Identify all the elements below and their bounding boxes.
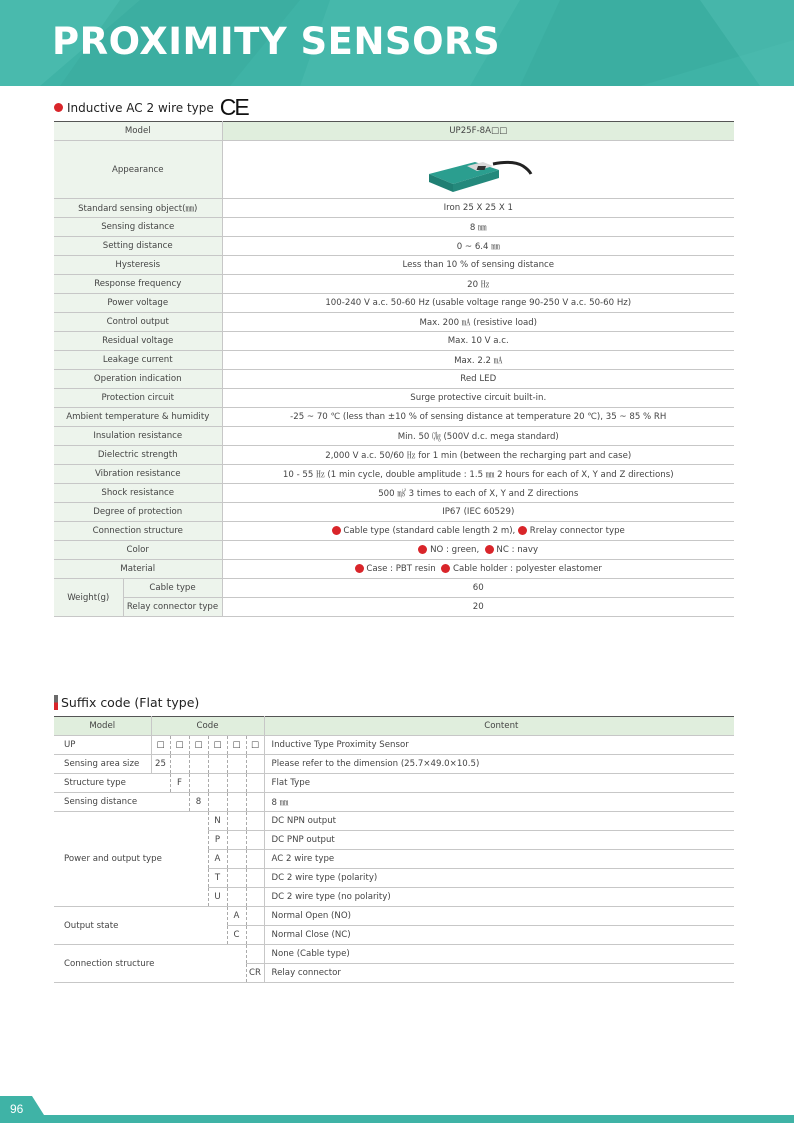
row-content: DC 2 wire type (no polarity)	[264, 888, 734, 907]
code-empty	[227, 755, 246, 774]
material-option-2: Cable holder : polyester elastomer	[452, 564, 602, 574]
code-empty	[246, 869, 264, 888]
code-box: □	[170, 736, 189, 755]
color-option-2: NC : navy	[496, 545, 539, 555]
spec-value: 2,000 V a.c. 50/60 ㎐ for 1 min (between the recharging part and case)	[222, 446, 734, 465]
spec-label: Insulation resistance	[54, 427, 222, 446]
code-box: □	[227, 736, 246, 755]
spec-value: -25 ~ 70 ℃ (less than ±10 % of sensing distance at temperature 20 ℃), 35 ~ 85 % RH	[222, 408, 734, 427]
code-empty	[227, 869, 246, 888]
header-model: Model	[54, 717, 151, 736]
row-label: Connection structure	[54, 945, 246, 983]
code-value: A	[227, 907, 246, 926]
bullet-icon	[518, 526, 527, 535]
spec-label: Response frequency	[54, 275, 222, 294]
page-number: 96	[10, 1102, 24, 1116]
row-content: DC NPN output	[264, 812, 734, 831]
row-label: UP	[54, 736, 151, 755]
row-label: Sensing distance	[54, 793, 189, 812]
page-title: PROXIMITY SENSORS	[52, 20, 501, 63]
spec-table	[54, 121, 734, 617]
row-content: None (Cable type)	[264, 945, 734, 964]
spec-label: Operation indication	[54, 370, 222, 389]
spec-row	[54, 275, 734, 294]
model-value: UP25F-8A□□	[222, 122, 734, 141]
spec-row	[54, 237, 734, 256]
section-bar-icon	[54, 695, 58, 710]
suffix-row-area	[54, 755, 734, 774]
row-content: Flat Type	[264, 774, 734, 793]
code-box: □	[189, 736, 208, 755]
spec-row-appearance	[54, 141, 734, 199]
code-value: F	[170, 774, 189, 793]
ce-mark-icon: CE	[219, 94, 248, 120]
spec-row	[54, 370, 734, 389]
spec-row-weight-relay	[54, 598, 734, 617]
suffix-row-power	[54, 812, 734, 831]
code-empty	[246, 755, 264, 774]
row-label: Structure type	[54, 774, 170, 793]
code-value: 25	[151, 755, 170, 774]
code-empty	[208, 755, 227, 774]
bullet-icon	[355, 564, 364, 573]
section1-title: Inductive AC 2 wire type	[67, 100, 214, 115]
bullet-icon	[54, 103, 63, 112]
spec-value	[222, 541, 734, 560]
code-empty	[246, 793, 264, 812]
spec-value: 0 ~ 6.4 ㎜	[222, 237, 734, 256]
spec-label: Power voltage	[54, 294, 222, 313]
connection-option-1: Cable type (standard cable length 2 m),	[343, 526, 516, 536]
row-content: Please refer to the dimension (25.7×49.0×10.5)	[264, 755, 734, 774]
spec-value: Red LED	[222, 370, 734, 389]
row-content: 8 ㎜	[264, 793, 734, 812]
spec-value: Min. 50 ㏆ (500V d.c. mega standard)	[222, 427, 734, 446]
spec-row-color	[54, 541, 734, 560]
spec-row	[54, 218, 734, 237]
weight-relay-label: Relay connector type	[123, 598, 222, 617]
spec-label: Standard sensing object(㎜)	[54, 199, 222, 218]
code-empty	[170, 755, 189, 774]
row-content: Normal Open (NO)	[264, 907, 734, 926]
spec-value: 500 ㎨ 3 times to each of X, Y and Z directions	[222, 484, 734, 503]
code-empty	[246, 774, 264, 793]
spec-label: Color	[54, 541, 222, 560]
code-empty	[246, 850, 264, 869]
product-image-cell	[222, 141, 734, 199]
spec-value: Less than 10 % of sensing distance	[222, 256, 734, 275]
weight-cable-value: 60	[222, 579, 734, 598]
spec-row	[54, 465, 734, 484]
code-value: P	[208, 831, 227, 850]
spec-value: Max. 10 V a.c.	[222, 332, 734, 351]
spec-row	[54, 408, 734, 427]
code-empty	[208, 793, 227, 812]
color-option-1: NO : green,	[430, 545, 480, 555]
weight-relay-value: 20	[222, 598, 734, 617]
spec-row-material	[54, 560, 734, 579]
code-empty	[227, 850, 246, 869]
spec-label: Vibration resistance	[54, 465, 222, 484]
suffix-row-structure	[54, 774, 734, 793]
spec-label: Residual voltage	[54, 332, 222, 351]
spec-label: Degree of protection	[54, 503, 222, 522]
code-value: CR	[246, 964, 264, 983]
spec-row	[54, 351, 734, 370]
bullet-icon	[441, 564, 450, 573]
spec-value	[222, 560, 734, 579]
code-value: A	[208, 850, 227, 869]
row-content: Relay connector	[264, 964, 734, 983]
row-content: Normal Close (NC)	[264, 926, 734, 945]
code-empty	[246, 831, 264, 850]
spec-value: Max. 2.2 ㎃	[222, 351, 734, 370]
section-title-inductive	[54, 94, 248, 121]
code-value: N	[208, 812, 227, 831]
spec-row	[54, 427, 734, 446]
spec-value: 100-240 V a.c. 50-60 Hz (usable voltage range 90-250 V a.c. 50-60 Hz)	[222, 294, 734, 313]
spec-row	[54, 256, 734, 275]
spec-row	[54, 389, 734, 408]
code-box: □	[246, 736, 264, 755]
spec-label: Protection circuit	[54, 389, 222, 408]
code-empty	[246, 926, 264, 945]
bullet-icon	[418, 545, 427, 554]
spec-value: 10 - 55 ㎐ (1 min cycle, double amplitude : 1.5 ㎜ 2 hours for each of X, Y and Z directions)	[222, 465, 734, 484]
code-empty	[227, 793, 246, 812]
suffix-row-connection	[54, 945, 734, 964]
row-label: Sensing area size	[54, 755, 151, 774]
spec-value: Iron 25 X 25 X 1	[222, 199, 734, 218]
weight-label: Weight(g)	[54, 579, 123, 617]
header-banner	[0, 0, 794, 86]
material-option-1: Case : PBT resin	[366, 564, 436, 574]
spec-row	[54, 313, 734, 332]
suffix-row-output	[54, 907, 734, 926]
spec-label: Control output	[54, 313, 222, 332]
suffix-code-table	[54, 716, 734, 983]
row-label: Output state	[54, 907, 227, 945]
bullet-icon	[332, 526, 341, 535]
suffix-header-row	[54, 717, 734, 736]
section-title-suffix	[54, 695, 199, 710]
spec-label: Sensing distance	[54, 218, 222, 237]
code-empty	[189, 755, 208, 774]
spec-value: Max. 200 ㎃ (resistive load)	[222, 313, 734, 332]
spec-value: 20 ㎐	[222, 275, 734, 294]
spec-row	[54, 332, 734, 351]
spec-label: Ambient temperature & humidity	[54, 408, 222, 427]
row-content: AC 2 wire type	[264, 850, 734, 869]
code-empty	[246, 812, 264, 831]
code-empty	[208, 774, 227, 793]
spec-label: Shock resistance	[54, 484, 222, 503]
code-value: U	[208, 888, 227, 907]
suffix-row-distance	[54, 793, 734, 812]
code-empty	[227, 831, 246, 850]
row-content: DC PNP output	[264, 831, 734, 850]
spec-value: IP67 (IEC 60529)	[222, 503, 734, 522]
row-content: Inductive Type Proximity Sensor	[264, 736, 734, 755]
spec-row	[54, 446, 734, 465]
code-value: T	[208, 869, 227, 888]
spec-value: 8 ㎜	[222, 218, 734, 237]
spec-label: Leakage current	[54, 351, 222, 370]
header-content: Content	[264, 717, 734, 736]
spec-value	[222, 522, 734, 541]
bullet-icon	[485, 545, 494, 554]
spec-label: Connection structure	[54, 522, 222, 541]
weight-cable-label: Cable type	[123, 579, 222, 598]
spec-row-weight-cable	[54, 579, 734, 598]
code-empty	[189, 774, 208, 793]
code-empty	[227, 812, 246, 831]
code-empty	[227, 774, 246, 793]
spec-label: Dielectric strength	[54, 446, 222, 465]
spec-row	[54, 484, 734, 503]
spec-row	[54, 294, 734, 313]
spec-row-model	[54, 122, 734, 141]
spec-label: Model	[54, 122, 222, 141]
spec-value: Surge protective circuit built-in.	[222, 389, 734, 408]
header-code: Code	[151, 717, 264, 736]
spec-label: Setting distance	[54, 237, 222, 256]
code-empty	[246, 888, 264, 907]
spec-label: Material	[54, 560, 222, 579]
code-value	[246, 945, 264, 964]
spec-row-connection	[54, 522, 734, 541]
spec-label: Hysteresis	[54, 256, 222, 275]
footer-bar	[0, 1096, 794, 1123]
code-box: □	[151, 736, 170, 755]
row-content: DC 2 wire type (polarity)	[264, 869, 734, 888]
spec-label: Appearance	[54, 141, 222, 199]
sensor-product-image	[423, 144, 533, 196]
page-footer	[0, 1096, 794, 1123]
code-empty	[246, 907, 264, 926]
connection-option-2: Rrelay connector type	[529, 526, 625, 536]
code-value: 8	[189, 793, 208, 812]
spec-row	[54, 503, 734, 522]
code-box: □	[208, 736, 227, 755]
suffix-row-up	[54, 736, 734, 755]
row-label: Power and output type	[54, 812, 208, 907]
spec-row	[54, 199, 734, 218]
code-value: C	[227, 926, 246, 945]
code-empty	[227, 888, 246, 907]
section2-title: Suffix code (Flat type)	[61, 695, 200, 710]
